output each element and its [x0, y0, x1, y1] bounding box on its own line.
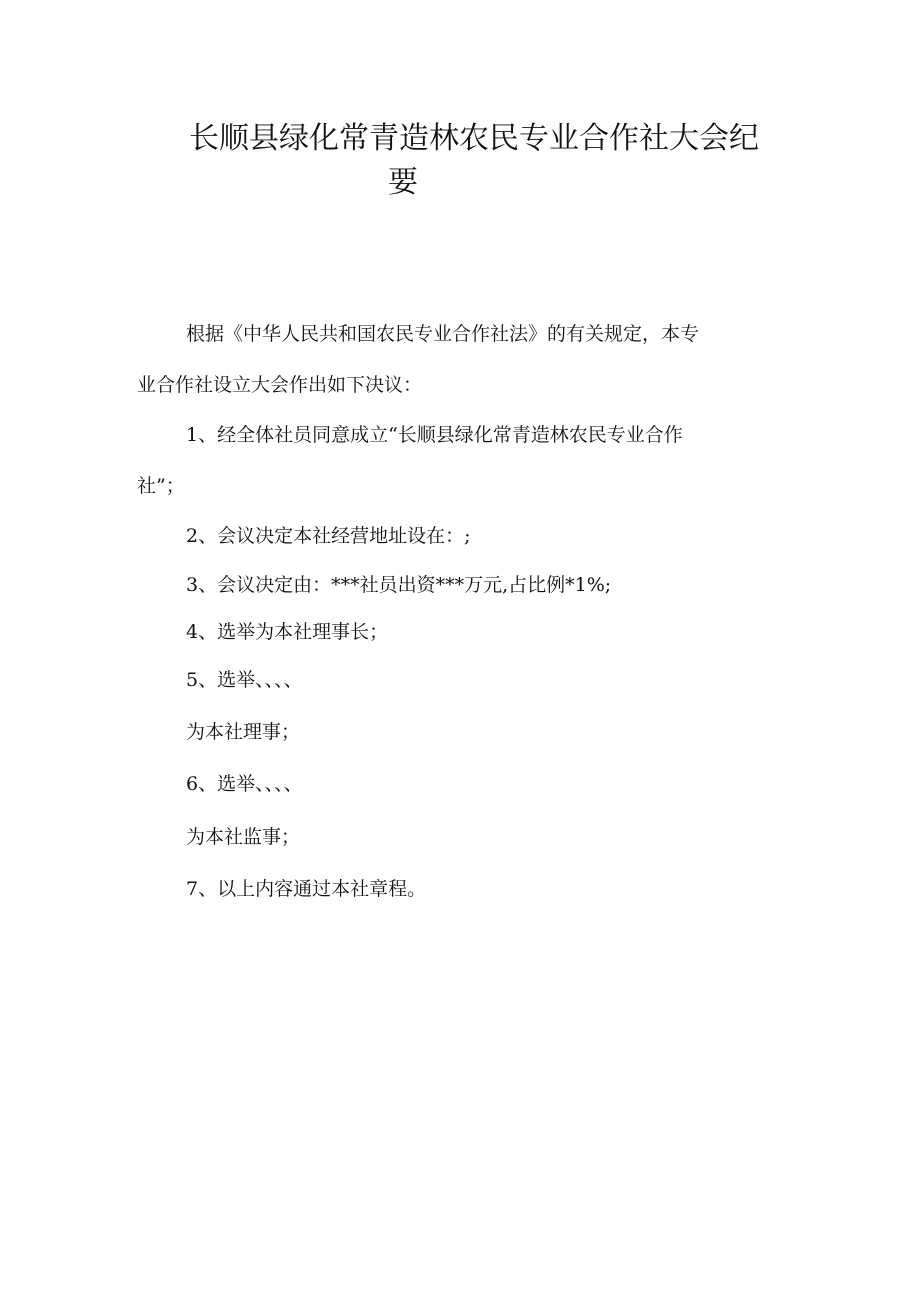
paragraph-intro-line-1: 根据《中华人民共和国农民专业合作社法》的有关规定，本专: [186, 323, 700, 345]
resolution-item-1-line-2: 社”；: [137, 475, 185, 497]
resolution-item-5-line-1: 5、选举、、、、: [186, 669, 303, 691]
resolution-item-4: 4、选举为本社理事长；: [186, 621, 389, 643]
paragraph-intro-line-2: 业合作社设立大会作出如下决议：: [137, 374, 423, 396]
document-title-line-2: 要: [388, 165, 418, 200]
resolution-item-6-line-2: 为本社监事；: [186, 826, 301, 848]
document-title-line-1: 长顺县绿化常青造林农民专业合作社大会纪: [189, 121, 759, 156]
resolution-item-7: 7、以上内容通过本社章程。: [186, 878, 427, 900]
resolution-item-1-line-1: 1、经全体社员同意成立“长顺县绿化常青造林农民专业合作: [186, 424, 683, 446]
resolution-item-3: 3、会议决定由：***社员出资***万元,占比例*1%;: [186, 574, 612, 596]
resolution-item-6-line-1: 6、选举、、、、: [186, 773, 303, 795]
resolution-item-2: 2、会议决定本社经营地址设在：;: [186, 525, 471, 547]
resolution-item-5-line-2: 为本社理事；: [186, 721, 301, 743]
